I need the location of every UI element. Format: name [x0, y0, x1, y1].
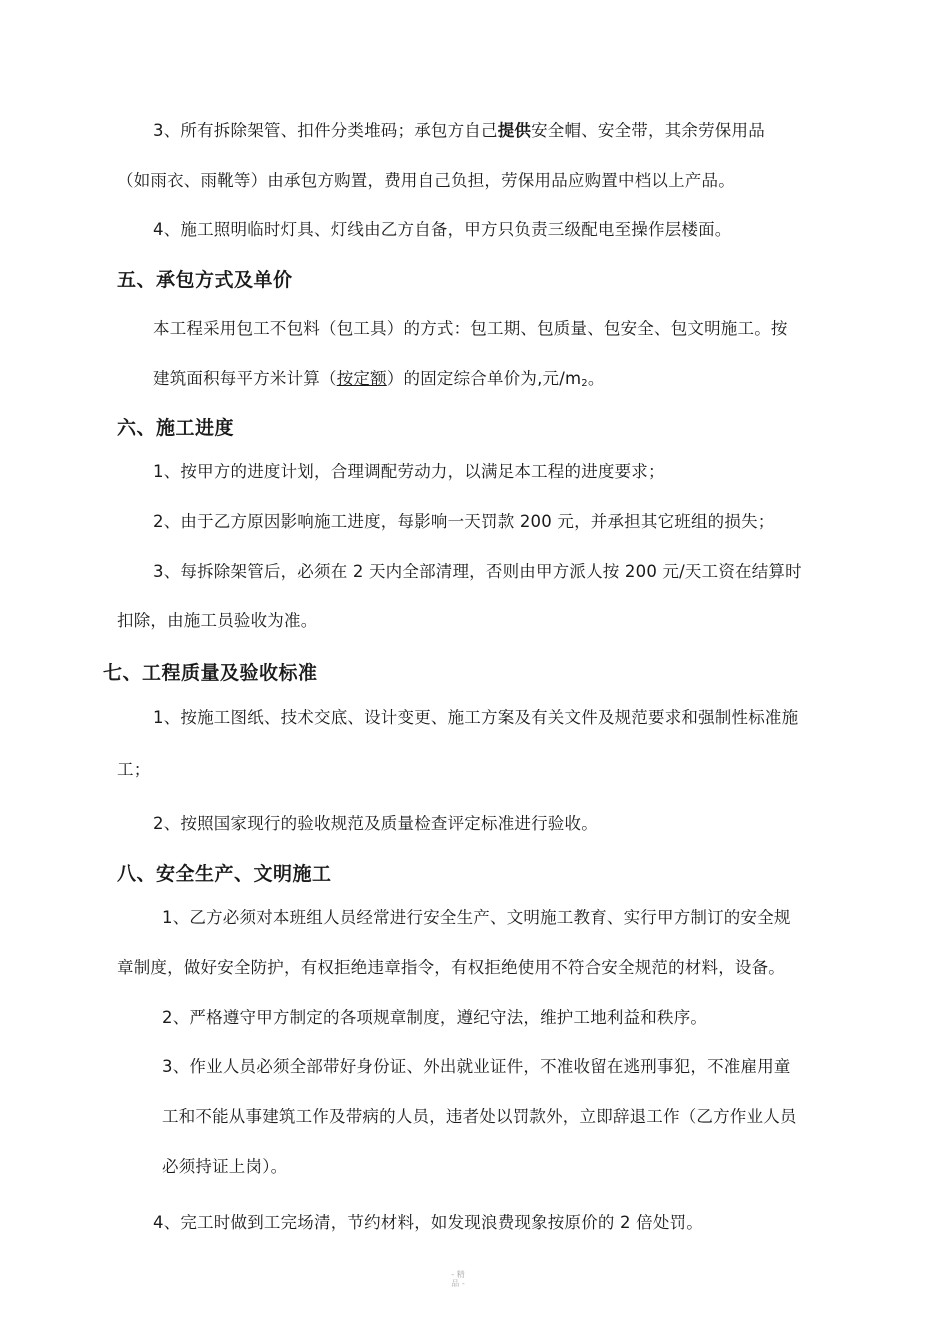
paragraph-line — [153, 368, 605, 395]
footer-line: 品 - — [451, 1279, 465, 1288]
paragraph-line: 2、严格遵守甲方制定的各项规章制度，遵纪守法，维护工地利益和秩序。 — [162, 1008, 708, 1027]
text-run: ）的固定综合单价为,元/m — [386, 369, 582, 388]
paragraph-line: 2、按照国家现行的验收规范及质量检查评定标准进行验收。 — [153, 814, 598, 833]
paragraph-line: 扣除，由施工员验收为准。 — [117, 611, 318, 630]
text-run: 3、所有拆除架管、扣件分类堆码；承包方自己 — [153, 121, 498, 140]
paragraph-line: 4、完工时做到工完场清，节约材料，如发现浪费现象按原价的 2 倍处罚。 — [153, 1213, 703, 1232]
section-heading: 八、安全生产、文明施工 — [117, 863, 332, 885]
text-run: 安全帽、安全带，其余劳保用品 — [531, 121, 765, 140]
paragraph-line: 1、乙方必须对本班组人员经常进行安全生产、文明施工教育、实行甲方制订的安全规 — [162, 908, 791, 927]
paragraph-line: （如雨衣、雨靴等）由承包方购置，费用自己负担，劳保用品应购置中档以上产品。 — [117, 171, 735, 190]
paragraph-line: 2、由于乙方原因影响施工进度，每影响一天罚款 200 元，并承担其它班组的损失； — [153, 512, 775, 531]
paragraph-line — [153, 120, 765, 142]
paragraph-line: 工和不能从事建筑工作及带病的人员，违者处以罚款外，立即辞退工作（乙方作业人员 — [162, 1107, 797, 1126]
page-footer — [448, 1270, 468, 1288]
subscript: 2 — [581, 378, 588, 389]
section-heading: 五、承包方式及单价 — [117, 269, 293, 291]
paragraph-line: 3、作业人员必须全部带好身份证、外出就业证件，不准收留在逃刑事犯，不准雇用童 — [162, 1057, 791, 1076]
paragraph-line: 本工程采用包工不包料（包工具）的方式：包工期、包质量、包安全、包文明施工。按 — [153, 319, 788, 338]
section-heading: 七、工程质量及验收标准 — [103, 662, 318, 684]
paragraph-line: 1、按甲方的进度计划，合理调配劳动力，以满足本工程的进度要求； — [153, 462, 665, 481]
paragraph-line: 3、每拆除架管后，必须在 2 天内全部清理，否则由甲方派人按 200 元/天工资在结算时 — [153, 562, 802, 581]
footer-line: - 精 — [451, 1270, 465, 1279]
paragraph-line: 章制度，做好安全防护，有权拒绝违章指令，有权拒绝使用不符合安全规范的材料，设备。 — [117, 958, 785, 977]
paragraph-line: 1、按施工图纸、技术交底、设计变更、施工方案及有关文件及规范要求和强制性标准施 — [153, 708, 799, 727]
paragraph-line: 工； — [117, 760, 151, 779]
text-run: 。 — [587, 369, 605, 388]
paragraph-line: 必须持证上岗）。 — [162, 1157, 288, 1176]
bold-text: 提供 — [497, 121, 532, 140]
section-heading: 六、施工进度 — [117, 417, 235, 439]
paragraph-line: 4、施工照明临时灯具、灯线由乙方自备，甲方只负责三级配电至操作层楼面。 — [153, 220, 732, 239]
text-run: 建筑面积每平方米计算（ — [153, 369, 337, 388]
underlined-text: 按定额 — [336, 369, 387, 388]
